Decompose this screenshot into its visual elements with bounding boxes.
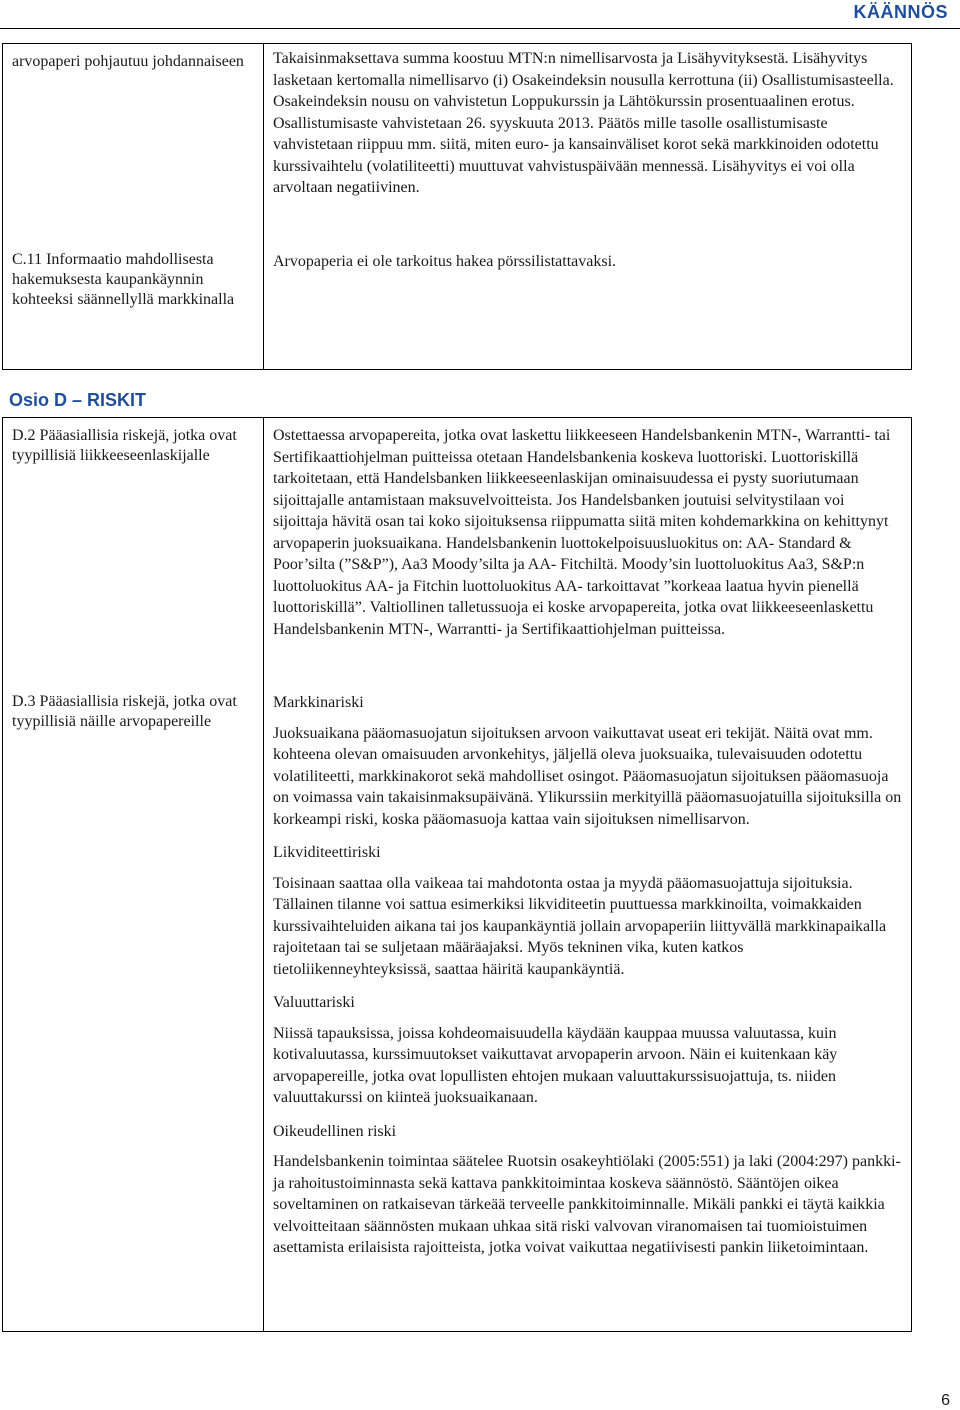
- row-label-d3: D.3 Pääasiallisia riskejä, jotka ovat tyypillisiä näille arvopapereille: [12, 693, 237, 730]
- table-left-column: [3, 44, 264, 369]
- row-label-d2: D.2 Pääasiallisia riskejä, jotka ovat tyypillisiä liikkeeseenlaskijalle: [12, 427, 237, 464]
- paragraph-legal-risk: Handelsbankenin toimintaa säätelee Ruotsin osakeyhtiölaki (2005:551) ja laki (2004:297) pankki- ja rahoitustoiminnasta sekä kattava pankkitoimintaa koskeva säännöstö. Sääntöjen oikea soveltaminen on ratkaisevan tärkeää terveelle pankkitoiminnalle. Mikäli pankki ei täytä kaikkia velvoitteitaan säännösten mukaan uhkaa sitä riski valvovan viranomaisen tai tuomioistuimen asettamista erilaisista rajoitteista, jotka voivat vaikuttaa negatiivisesti pankin liiketoimintaan.: [273, 1153, 901, 1256]
- row-text-d3: [273, 692, 903, 1259]
- subheading-currency-risk: Valuuttariski: [273, 994, 355, 1011]
- summary-table-part-d: [2, 417, 912, 1332]
- summary-table-part-c: [2, 43, 912, 370]
- subheading-market-risk: Markkinariski: [273, 694, 364, 711]
- page-number: 6: [941, 1392, 950, 1409]
- section-title-d-risks: Osio D – RISKIT: [9, 390, 147, 410]
- paragraph-currency-risk: Niissä tapauksissa, joissa kohdeomaisuudella käydään kauppaa muussa valuutassa, kuin kotivaluutassa, kurssimuutokset vaikuttavat arvopaperin arvoon. Näin ei kuitenkaan käy arvopapereille, jotka ovat lopullisten ehtojen mukaan valuuttakurssisuojattuja, ts. niiden valuuttakurssi on kiinteä juoksuaikanaan.: [273, 1024, 838, 1106]
- paragraph: Arvopaperia ei ole tarkoitus hakea pörssilistattavaksi.: [273, 253, 617, 270]
- subheading-legal-risk: Oikeudellinen riski: [273, 1122, 397, 1140]
- row-label-derivative: arvopaperi pohjautuu johdannaiseen: [12, 53, 244, 70]
- paragraph-market-risk: Juoksuaikana pääomasuojatun sijoituksen arvoon vaikuttavat useat eri tekijät. Näitä ovat mm. kohteena olevan omaisuuden arvonkehitys, jäljellä oleva juoksuaika, tulevaisuuden odotettu volatiliteetti, markkinakorot sekä mahdolliset osingot. Pääomasuojatun sijoituksen pääomasuoja on voimassa vain takaisinmaksupäivänä. Ylikurssiin merkityillä pääomasuojatuilla sijoituksilla on korkeampi riski, koska pääomasuoja kattaa vain sijoituksen nimellisarvon.: [273, 724, 902, 828]
- document-header-title: KÄÄNNÖS: [853, 2, 948, 22]
- row-label-c11: C.11 Informaatio mahdollisesta hakemuksesta kaupankäynnin kohteeksi säännellyllä markkinalla: [12, 251, 235, 308]
- table-left-column: [3, 418, 264, 1331]
- paragraph: Takaisinmaksettava summa koostuu MTN:n nimellisarvosta ja Lisähyvityksestä. Lisähyvitys lasketaan kertomalla nimellisarvo (i) Osakeindeksin nousulla kerrottuna (ii) Osallistumisasteella. Osakeindeksin nousu on vahvistetun Loppukurssin ja Lähtökurssin prosentuaalinen erotus. Osallistumisaste vahvistetaan 26. syyskuuta 2013. Päätös mille tasolle osallistumisaste vahvistetaan riippuu mm. siitä, miten euro- ja kansainväliset korot sekä markkinoiden odotettu kurssivaihtelu (volatiliteetti) muuttuvat vahvistuspäivään mennessä. Lisähyvitys ei voi olla arvoltaan negatiivinen.: [273, 50, 894, 196]
- row-text-d2: [273, 425, 903, 640]
- paragraph-liquidity-risk: Toisinaan saattaa olla vaikeaa tai mahdotonta ostaa ja myydä pääomasuojattuja sijoituksia. Tällainen tilanne voi sattua esimerkiksi likviditeetin puuttuessa markkinoilta, voimakkaiden kurssivaihteluiden aikana tai jos kaupankäyntiä jollain arvopaperiin liittyvällä markkinapaikalla rajoitetaan tai se suljetaan määräajaksi. Myös tekninen vika, kuten katkos tietoliikenneyhteyksissä, saattaa häiritä kaupankäyntiä.: [273, 874, 887, 978]
- paragraph: Ostettaessa arvopapereita, jotka ovat laskettu liikkeeseen Handelsbankenin MTN-, Warrantti- tai Sertifikaattiohjelman puitteissa otetaan Handelsbankenia koskeva luottoriski. Luottoriskillä tarkoitetaan, että Handelsbanken liikkeeseenlaskijan ominaisuudessa ei pysty suoriutumaan sijoittajalle antamistaan maksuvelvoitteista. Jos Handelsbanken joutuisi selvitystilaan voi sijoittaja hävitä osan tai koko sijoituksensa riippumatta siitä miten kohdemarkkina on kehittynyt arvopaperin juoksuaikana. Handelsbankenin luottokelpoisuusluokitus on: AA- Standard & Poor’silta (”S&P”), Aa3 Moody’silta ja AA- Fitchiltä. Moody’sin luottoluokitus Aa3, S&P:n luottoluokitus AA- ja Fitchin luottoluokitus AA- tarkoittavat ”korkeaa laatua hyvin pienellä luottoriskillä”. Valtiollinen talletussuoja ei koske arvopapereita, jotka ovat liikkeeseenlaskettu Handelsbankenin MTN-, Warrantti- ja Sertifikaattiohjelman puitteissa.: [273, 427, 891, 638]
- row-text-c11: [273, 251, 903, 273]
- row-text-derivative: [273, 48, 903, 199]
- header-divider: [0, 28, 960, 29]
- subheading-liquidity-risk: Likviditeettiriski: [273, 844, 381, 861]
